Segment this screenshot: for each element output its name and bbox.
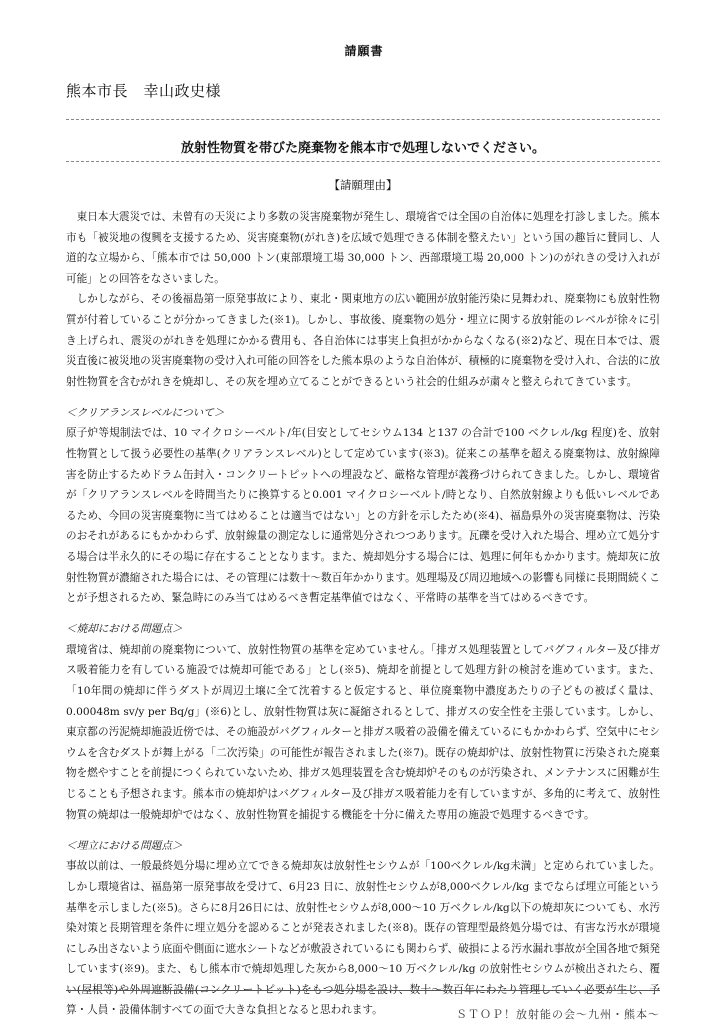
reason-heading: 【請願理由】 [328,178,398,192]
section-heading-incineration: ＜焼却における問題点＞ [66,623,183,636]
petition-subject: 放射性物質を帯びた廃棄物を熊本市で処理しないでください。 [180,141,545,156]
section-heading-landfill: ＜埋立における問題点＞ [66,839,183,852]
intro-paragraph-2: しかしながら、その後福島第一原発事故により、東北・関東地方の広い範囲が放射能汚染に見舞われ、廃棄物にも放射性物質が付着していることが分かってきました(※1)。しかし、事故後、廃棄物の処分・埋立に関する放射能のレベルが徐々に引き上げられ、震災のがれきを処理にかかる費用も、各自治体には事実上負担がかからなくなる(※2)など、現在日本では、震災直後に被災地の災害廃棄物の受け入れ可能の回答をした熊本県のような自治体が、積極的に廃棄物を受け入れ、合法的に放射性物質を含むがれきを焼却し、その灰を埋め立てることができるという社会的仕組みが粛々と整えられてきています。 [66,293,660,388]
recipient-line: 熊本市長 幸山政史様 [66,82,222,100]
footer-organization: ＳＴＯＰ！放射能の会～九州・熊本～ [456,1008,660,1021]
section-text-clearance: 原子炉等規制法では、10 マイクロシーベルト/年(目安としてセシウム134 と137 の合計で100 ベクレル/kg 程度)を、放射性物質として扱う必要性の基準(クリアランスレベル)として定めています(※3)。従来この基準を超える廃棄物は、放射線障害を防止するためドラム缶封入・コンクリートピットへの埋設など、厳格な管理が義務づけられてきました。しかし、環境省が「クリアランスレベルを時間当たりに換算すると0.001 マイクロシーベルト/時となり、自然放射線よりも低いレベルであるため、今回の災害廃棄物に当てはめることは適当ではない」との方針を示したため(※4)、福島県外の災害廃棄物は、汚染のおそれがあるにもかかわらず、放射線量の測定なしに通常処分されつつあります。瓦礫を受け入れた場合、埋め立て処分する場合は半永久的にその場に存在することとなります。また、焼却処分する場合には、処理に何年もかかります。焼却灰に放射性物質が濃縮された場合には、その管理には数十～数百年かかります。処理場及び周辺地域への影響も同様に長期間続くことが予想されるため、緊急時にのみ当てはめるべき暫定基準値ではなく、平常時の基準を当てはめるべきです。 [66,427,660,605]
document-title: 請願書 [344,44,384,58]
section-text-incineration: 環境省は、焼却前の廃棄物について、放射性物質の基準を定めていません。「排ガス処理装置としてバグフィルター及び排ガス吸着能力を有している施設では焼却可能である」とし(※5)、焼却を前提として処理方針の検討を進めています。また、「10年間の焼却に伴うダストが周辺土壌に全て沈着すると仮定すると、単位廃棄物中濃度あたりの子どもの被ばく量は、0.00048m sv/y per Bq/g」(※6)とし、放射性物質は灰に凝縮されるとして、排ガスの安全性を主張しています。しかし、東京都の汚泥焼却施設近傍では、その施設がバグフィルターと排ガス吸着の設備を備えているにもかかわらず、空気中にセシウムを含むダストが舞上がる「二次汚染」の可能性が報告されました(※7)。既存の焼却炉は、放射性物質に汚染された廃棄物を燃やすことを前提につくられていないため、排ガス処理装置を含む焼却炉そのものが汚染され、メンテナンスに困難が生じることも予想されます。熊本市の焼却炉はバグフィルター及び排ガス吸着能力を有していますが、多角的に考えて、放射性物質の焼却は一般焼却炉ではなく、放射性物質を捕捉する機能を十分に備えた専用の施設で処理するべきです。 [66,643,660,821]
dashed-divider-top [66,119,660,120]
section-text-landfill: 事故以前は、一般最終処分場に埋め立てできる焼却灰は放射性セシウムが「100ベクレル/kg未満」と定められていました。しかし環境省は、福島第一原発事故を受けて、6月23 日に、放射性セシウムが8,000ベクレル/kg までならば埋立可能という基準を示しました(※5)。さらに8月26日には、放射性セシウムが8,000～10 万ベクレル/kg以下の焼却灰についても、水汚染対策と長期管理を条件に埋立処分を認めることが発表されました(※8)。既存の管理型最終処分場では、有害な汚水が環境にしみ出さないよう底面や側面に遮水シートなどが敷設されているにも関わらず、破損による汚水漏れ事故が全国各地で頻発しています(※9)。また、もし熊本市で焼却処理した灰から8,000～10 万ベクレル/kg の放射性セシウムが検出されたら、覆い(屋根等)や外周遮断設備(コンクリートピット)をもつ処分場を設け、数十～数百年にわたり管理していく必要が生じ、予算・人員・設備体制すべての面で大きな負担となると思われます。 [66,860,660,1017]
petition-body [66,207,660,1021]
footer-divider [66,990,660,991]
dashed-divider-bottom [66,161,660,162]
section-heading-clearance: ＜クリアランスレベルについて＞ [66,406,225,419]
intro-paragraph-1: 東日本大震災では、未曾有の天災により多数の災害廃棄物が発生し、環境省では全国の自治体に処理を打診しました。熊本市も「被災地の復興を支援するため、災害廃棄物(がれき)を広域で処理できる体制を整えたい」という国の趣旨に賛同し、人道的な立場から、「熊本市では 50,000 トン(東部環境工場 30,000 トン、西部環境工場 20,000 トン)のがれきの受け入れが可能」との回答をなさいました。 [66,211,660,285]
